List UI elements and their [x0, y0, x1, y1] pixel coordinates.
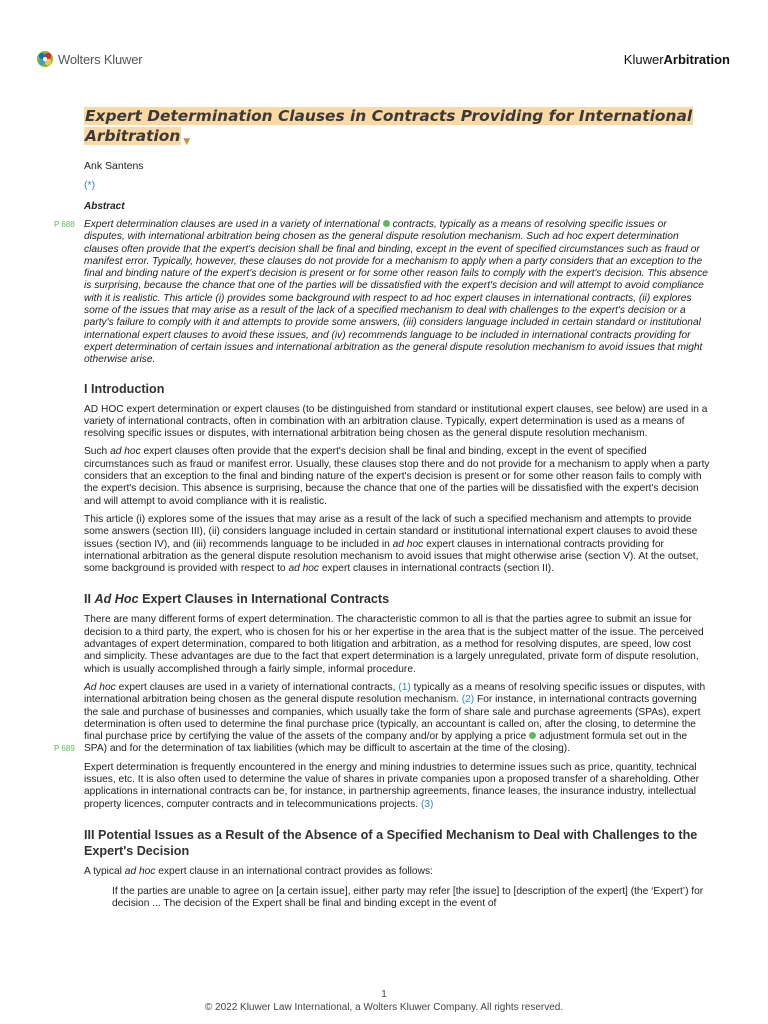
- article-content: [54, 106, 710, 911]
- article-title: [84, 106, 710, 152]
- footnote-link-3[interactable]: (3): [420, 798, 434, 810]
- paragraph: AD HOC expert determination or expert clauses (to be distinguished from standard or institutional expert clauses, see below) are used in a variety of international contracts, often in combination with an arbitration clause. Typically, expert determination is used as a means of resolving specific issues or disputes, with international arbitration being chosen as the general dispute resolution mechanism.: [84, 403, 708, 440]
- text-span: expert clauses in international contracts providing for international arbitration as the general dispute resolution mechanism to avoid issues that might otherwise arise (section V). At the outset, some background is provided with respect to: [84, 538, 699, 575]
- logo-text: Wolters Kluwer: [58, 51, 143, 67]
- wolters-kluwer-globe-icon: [36, 50, 54, 68]
- page-marker-688[interactable]: P 688: [54, 220, 75, 229]
- paragraph: [84, 866, 710, 878]
- italic-span: Ad hoc: [84, 681, 116, 693]
- text-span: adjustment formula set out in the SPA) and for the determination of tax liabilities (which may be difficult to ascertain at the time of the closing).: [84, 731, 688, 755]
- paragraph: [84, 762, 710, 811]
- brand-light: Kluwer: [623, 52, 664, 67]
- page-marker-689[interactable]: P 689: [54, 743, 75, 753]
- kluwer-arbitration-brand[interactable]: [624, 52, 730, 67]
- abstract-part: Expert determination clauses are used in a variety of international: [84, 219, 380, 230]
- abstract-text: [54, 219, 710, 367]
- text-span: expert clauses are used in a variety of international contracts,: [118, 681, 396, 693]
- brand-bold: Arbitration: [663, 52, 730, 67]
- copyright-notice: © 2022 Kluwer Law International, a Wolters Kluwer Company. All rights reserved.: [204, 1002, 564, 1013]
- italic-span: ad hoc: [124, 865, 156, 877]
- text-span: Expert determination is frequently encountered in the energy and mining industries to determine issues such as price, quantity, technical issues, etc. It is also often used to determine the value of shares in private companies upon a proposed transfer of a shareholding. Other applications in international contracts can be, for instance, in partnership agreements, finance leases, the insurance industry, intellectual property licences, computer contracts and in telecommunications projects.: [84, 761, 700, 810]
- author-name: Ank Santens: [84, 160, 144, 172]
- text-span: Such: [84, 446, 108, 458]
- page-number: 1: [381, 989, 387, 1000]
- italic-span: ad hoc: [288, 563, 320, 575]
- page-header: [0, 0, 768, 80]
- paragraph: [84, 514, 710, 575]
- abstract-heading: Abstract: [84, 201, 125, 212]
- text-span: expert clause in an international contract provides as follows:: [158, 865, 433, 877]
- page-break-dot-icon[interactable]: [529, 732, 536, 739]
- title-highlight: Expert Determination Clauses in Contracts Providing for International Arbitration: [85, 107, 693, 145]
- text-span: For instance, in international contracts governing the sale and purchase of businesses and companies, which usually take the form of share sale and purchase agreements (SPAs), expert determination is often used to determine the final purchase price (typically, an accountant is called on, after the closing, to determine the final purchase price by certifying the value of the assets of the company and/or by applying a price: [84, 694, 701, 743]
- wolters-kluwer-logo[interactable]: [36, 50, 142, 68]
- footnote-link-1[interactable]: (1): [398, 681, 411, 693]
- text-span: expert clauses in international contracts (section II).: [321, 563, 555, 575]
- abstract-part: contracts, typically as a means of resolving specific issues or disputes, with international arbitration being chosen as the general dispute resolution mechanism. Such ad hoc expert determination clauses often provide that the expert's decision shall be final and binding, except in the event of specified circumstances such as fraud or manifest error. Typically, however, these clauses do not provide for a mechanism to apply when a party considers that an exception to the final and binding nature of the expert's decision is present or for some other reason fails to comply with the expert's decision. This absence is surprising, because the chance that one of the parties will be dissatisfied with the expert's decision and will attempt to avoid compliance with it is realistic. This article (i) provides some background with respect to ad hoc expert clauses in international contracts, (ii) explores some of the issues that may arise as a result of the lack of a specified mechanism to deal with challenges to the expert's decision or a party's failure to comply with it and attempts to provide some answers, (iii) considers language included in certain standard or institutional international expert clauses to avoid these issues, and (iv) recommends language to be included in international contracts providing for expert determination of certain issues and international arbitration as the general dispute resolution mechanism to avoid issues that might otherwise arise.: [84, 219, 708, 366]
- section-number: II: [84, 592, 91, 607]
- text-span: typically as a means of resolving specific issues or disputes, with international arbitration being chosen as the general dispute resolution mechanism.: [84, 681, 706, 706]
- section-heading-ad-hoc: [84, 591, 710, 607]
- paragraph: There are many different forms of expert determination. The characteristic common to all is that the parties agree to submit an issue for decision to a third party, the expert, who is chosen for his or her expertise in the area that is the subject matter of the issue. The perceived advantages of expert determination, compared to both litigation and arbitration, as a method for resolving disputes, are speed, low cost and simplicity. These advantages are due to the fact that expert determination is a largely unregulated, private form of dispute resolution, which is usually accomplished through a fairly simple, informal procedure.: [84, 614, 704, 675]
- section-heading-potential-issues: III Potential Issues as a Result of the Absence of a Specified Mechanism to Deal with Challenges to the Expert's Decision: [84, 827, 698, 858]
- annotation-marker-icon[interactable]: ▼: [183, 137, 191, 147]
- paragraph: [84, 446, 710, 507]
- author-footnote-link[interactable]: (*): [84, 179, 96, 191]
- section-rest: Expert Clauses in International Contracts: [142, 592, 390, 607]
- block-quote: If the parties are unable to agree on [a certain issue], either party may refer [the issue] to [description of the expert] (the ‘Expert’) for decision ... The decision of the Expert shall be final and binding except in the event of: [112, 886, 704, 910]
- page-break-dot-icon[interactable]: [383, 220, 390, 227]
- italic-span: ad hoc: [392, 538, 424, 550]
- italic-span: ad hoc: [110, 446, 141, 458]
- text-span: A typical: [84, 865, 122, 877]
- text-span: This article (i) explores some of the issues that may arise as a result of the lack of such a specified mechanism and attempts to provide some answers (section III), (ii) considers language included in certain standard or institutional international expert clauses to avoid these issues (section IV), and (iii) recommends language to be included in: [84, 513, 698, 550]
- section-heading-introduction: I Introduction: [84, 381, 165, 396]
- footnote-link-2[interactable]: (2): [461, 694, 475, 706]
- section-italic: Ad Hoc: [94, 592, 139, 607]
- text-span: expert clauses often provide that the expert's decision shall be final and binding, except in the event of specified circumstances such as fraud or manifest error. Usually, these clauses stop there and do not provide for a mechanism to apply when a party considers that an exception to the final and binding nature of the expert's decision is present or for some other reason fails to comply with the expert's decision. This absence is surprising, because the chance that one of the parties will be dissatisfied with the expert's decision and will attempt to avoid compliance with it is realistic.: [84, 446, 710, 507]
- paragraph: [54, 681, 710, 756]
